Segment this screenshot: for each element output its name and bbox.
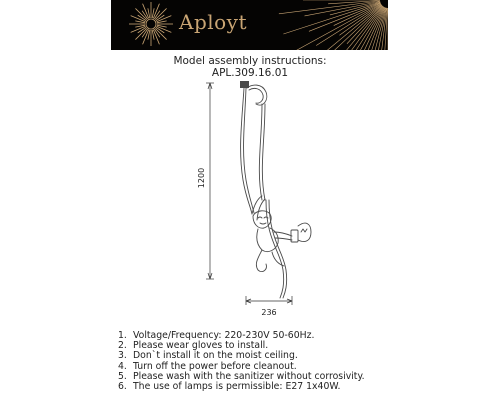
instruction-item: 5. Please wash with the sanitizer without corrosivity.	[118, 370, 365, 382]
instructions-list	[118, 331, 365, 392]
model-number: APL.309.16.01	[211, 67, 289, 79]
instructions-title: Model assembly instructions:	[173, 55, 327, 67]
monkey-lamp-illustration	[240, 81, 311, 298]
instruction-item: 2. Please wear gloves to install.	[118, 340, 269, 352]
width-dimension	[246, 296, 292, 305]
instruction-item: 3. Don`t install it on the moist ceiling.	[118, 350, 298, 362]
height-dimension	[206, 83, 214, 279]
width-dimension-label: 236	[261, 308, 277, 317]
height-dimension-label: 1200	[197, 167, 206, 189]
instruction-item: 6. The use of lamps is permissible: E27 1x40W.	[118, 381, 341, 393]
instruction-item: 1. Voltage/Frequency: 220-230V 50-60Hz.	[118, 330, 315, 341]
brand-logo-text: Aployt	[179, 10, 248, 34]
instruction-item: 4. Turn off the power before cleanout.	[118, 360, 297, 372]
